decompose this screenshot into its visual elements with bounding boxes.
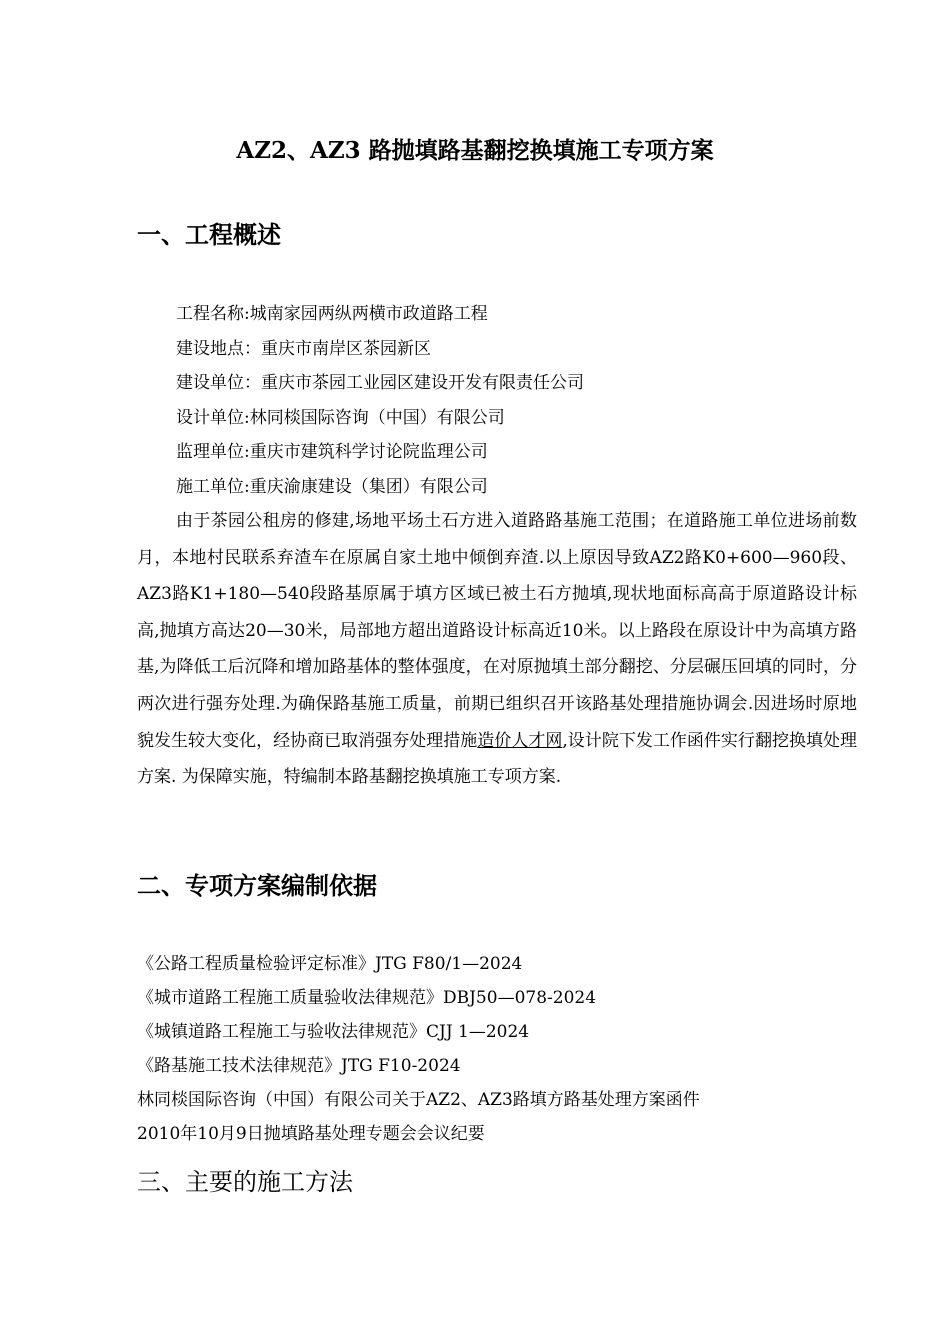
info-location: 建设地点：重庆市南岸区茶园新区	[176, 338, 431, 359]
reference-item: 林同棪国际咨询（中国）有限公司关于AZ2、AZ3路填方路基处理方案函件	[137, 1090, 700, 1110]
info-designer: 设计单位:林同棪国际咨询（中国）有限公司	[176, 407, 505, 428]
paragraph-text-start: 由于茶园公租房的修建,场地平场土石方进入道路路基施工范围；在道路施工单位进场前数月，本地村民联系弃渣车在原属自家土地中倾倒弃渣.以上原因导致AZ2路K0+600—960段、AZ3路K1+180—540段路基原属于填方区域已被土石方抛填,现状地面标高高于原道路设计标高,抛填方高达20—30米，局部地方超出道路设计标高近10米。以上路段在原设计中为高填方路基,为降低工后沉降和增加路基体的整体强度，在对原抛填土部分翻挖、分层碾压回填的同时，分两次进行强夯处理.为确保路基施工质量，前期已组织召开该路基处理措施协调会.因进场时原地貌发生较大变化，经协商已取消强夯处理措施	[137, 511, 857, 751]
reference-item: 2010年10月9日抛填路基处理专题会会议纪要	[137, 1124, 485, 1144]
reference-list	[137, 947, 700, 1151]
reference-item: 《路基施工技术法律规范》JTG F10-2024	[137, 1056, 461, 1076]
section-heading-basis: 二、专项方案编制依据	[137, 872, 377, 900]
overview-paragraph	[137, 503, 857, 796]
info-owner: 建设单位：重庆市茶园工业园区建设开发有限责任公司	[176, 373, 584, 393]
reference-item: 《公路工程质量检验评定标准》JTG F80/1—2024	[137, 954, 523, 974]
project-info-list	[176, 297, 584, 504]
reference-item: 《城市道路工程施工质量验收法律规范》DBJ50—078-2024	[137, 988, 597, 1008]
info-contractor: 施工单位:重庆渝康建设（集团）有限公司	[176, 476, 488, 497]
document-title: AZ2、AZ3 路抛填路基翻挖换填施工专项方案	[236, 137, 714, 164]
paragraph-link[interactable]: 造价人才网	[477, 730, 563, 751]
section-heading-methods: 三、主要的施工方法	[137, 1168, 353, 1196]
section-heading-overview: 一、工程概述	[137, 221, 281, 249]
info-project-name: 工程名称:城南家园两纵两横市政道路工程	[176, 304, 488, 324]
info-supervisor: 监理单位:重庆市建筑科学讨论院监理公司	[176, 442, 488, 462]
paragraph-text-end: ,设计院下发工作函件实行翻挖换填处理方案. 为保障实施，特编制本路基翻挖换填施工专项方案.	[137, 730, 858, 788]
reference-item: 《城镇道路工程施工与验收法律规范》CJJ 1—2024	[137, 1022, 530, 1042]
